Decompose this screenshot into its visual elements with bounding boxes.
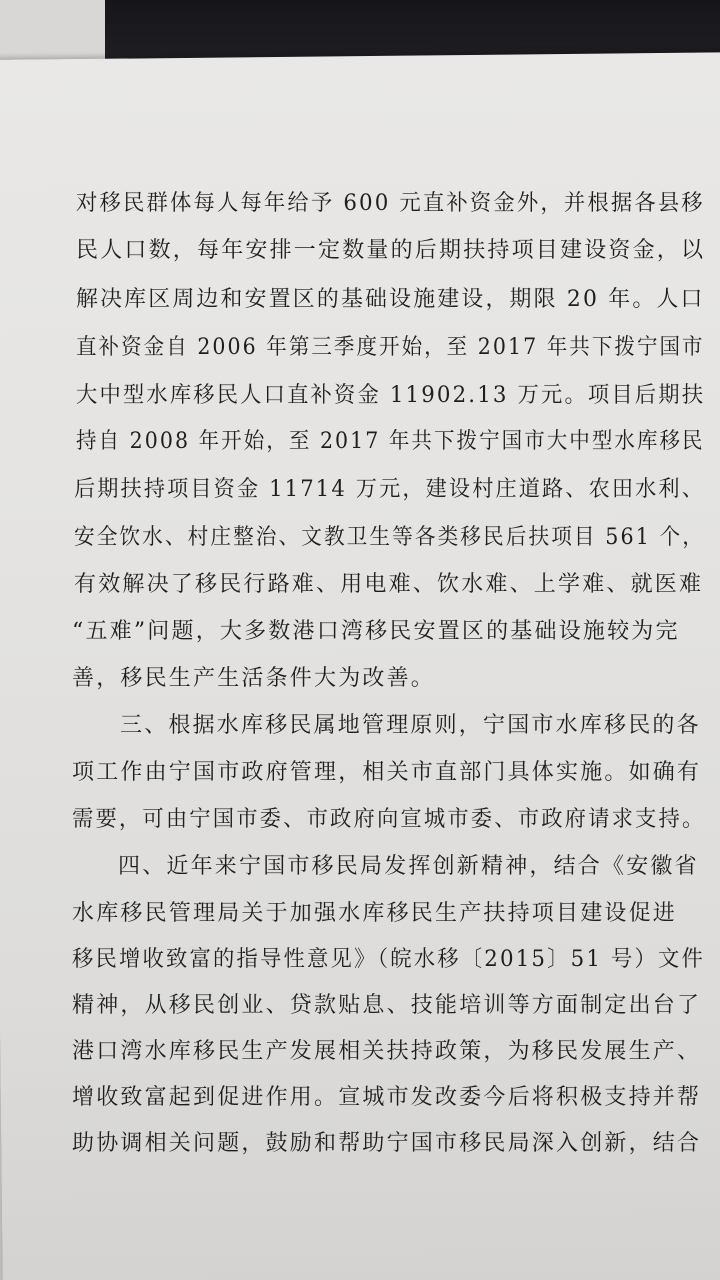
text-line: 移民增收致富的指导性意见》（皖水移〔2015〕51 号）文件 bbox=[72, 947, 706, 972]
text-line: 增收致富起到促进作用。宣城市发改委今后将积极支持并帮 bbox=[72, 1085, 702, 1110]
text-line: 对移民群体每人每年给予 600 元直补资金外，并根据各县移 bbox=[76, 191, 705, 216]
text-line: 三、根据水库移民属地管理原则，宁国市水库移民的各 bbox=[120, 713, 701, 738]
text-line: 水库移民管理局关于加强水库移民生产扶持项目建设促进 bbox=[72, 901, 678, 926]
text-line: 持自 2008 年开始，至 2017 年共下拨宁国市大中型水库移民 bbox=[76, 429, 705, 454]
text-line: 民人口数，每年安排一定数量的后期扶持项目建设资金，以 bbox=[76, 238, 706, 263]
text-line: “五难”问题，大多数港口湾移民安置区的基础设施较为完 bbox=[72, 619, 680, 644]
text-line: 项工作由宁国市政府管理，相关市直部门具体实施。如确有 bbox=[72, 760, 702, 785]
text-line: 需要，可由宁国市委、市政府向宣城市委、市政府请求支持。 bbox=[72, 807, 706, 832]
text-line: 解决库区周边和安置区的基础设施建设，期限 20 年。人口 bbox=[76, 287, 705, 312]
text-line: 后期扶持项目资金 11714 万元，建设村庄道路、农田水利、 bbox=[74, 477, 705, 502]
text-line: 精神，从移民创业、贷款贴息、技能培训等方面制定出台了 bbox=[72, 993, 702, 1018]
text-line: 四、近年来宁国市移民局发挥创新精神，结合《安徽省 bbox=[118, 854, 699, 879]
text-line: 有效解决了移民行路难、用电难、饮水难、上学难、就医难 bbox=[74, 572, 704, 597]
text-line: 助协调相关问题，鼓励和帮助宁国市移民局深入创新，结合 bbox=[72, 1131, 702, 1156]
text-line: 直补资金自 2006 年第三季度开始，至 2017 年共下拨宁国市 bbox=[76, 335, 705, 360]
text-line: 善，移民生产生活条件大为改善。 bbox=[72, 666, 436, 691]
text-line: 安全饮水、村庄整治、文教卫生等各类移民后扶项目 561 个， bbox=[74, 525, 705, 550]
text-line: 港口湾水库移民生产发展相关扶持政策，为移民发展生产、 bbox=[72, 1039, 702, 1064]
text-line: 大中型水库移民人口直补资金 11902.13 万元。项目后期扶 bbox=[76, 383, 706, 408]
